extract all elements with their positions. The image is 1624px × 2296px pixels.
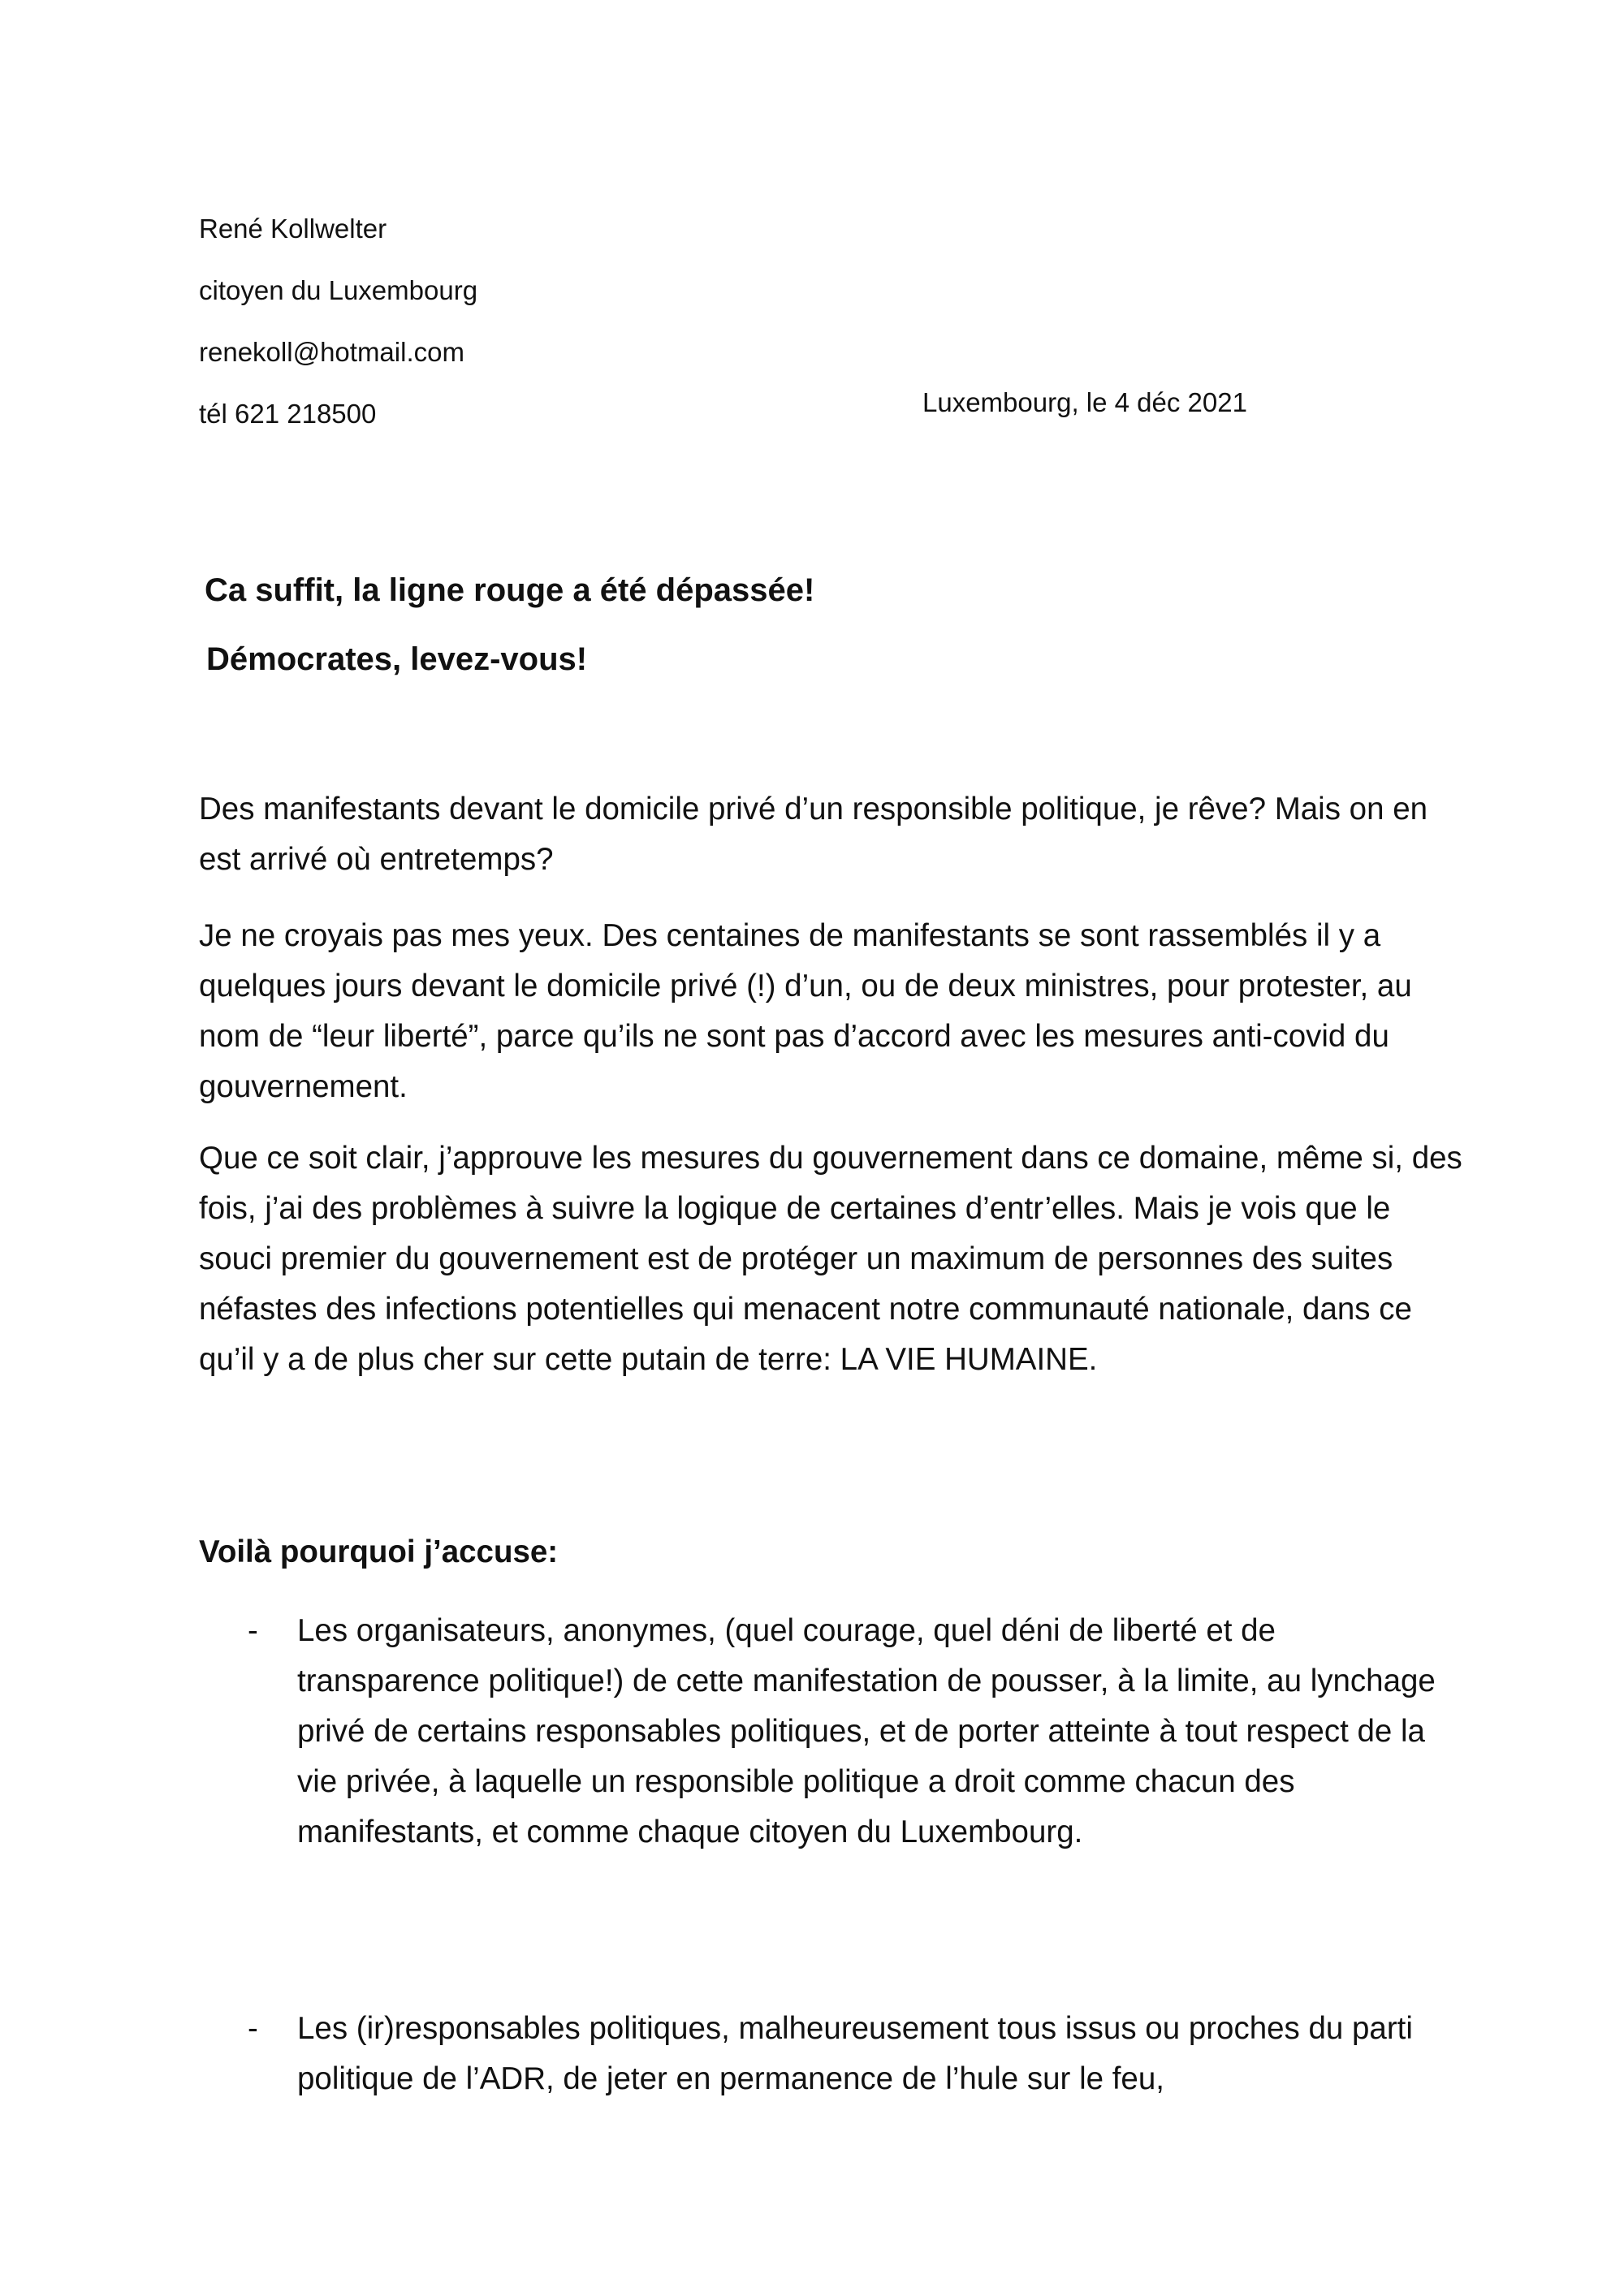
sender-email: renekoll@hotmail.com: [199, 337, 464, 367]
letter-date: Luxembourg, le 4 déc 2021: [922, 387, 1247, 417]
sender-title: citoyen du Luxembourg: [199, 275, 478, 305]
sender-block: [199, 198, 477, 445]
accuse-heading: Voilà pourquoi j’accuse:: [199, 1534, 559, 1569]
bullet-marker: -: [248, 1613, 258, 1648]
bullet-item-2: [199, 2004, 1466, 2109]
bullet-text: Les (ir)responsables politiques, malheureusement tous issus ou proches du parti politique de l’ADR, de jeter en permanence de l’hule sur le feu,: [297, 2011, 1413, 2096]
paragraph-2: Je ne croyais pas mes yeux. Des centaines de manifestants se sont rassemblés il y a quelques jours devant le domicile privé (!) d’un, ou de deux ministres, pour protester, au nom de “leur liberté”, parce qu’ils ne sont pas d’accord avec les mesures anti-covid du gouvernement.: [199, 918, 1412, 1104]
sender-phone: tél 621 218500: [199, 399, 377, 429]
bullet-text: Les organisateurs, anonymes, (quel courage, quel déni de liberté et de transparence politique!) de cette manifestation de pousser, à la limite, au lynchage privé de certains responsables politiques, et de porter atteinte à tout respect de la vie privée, à laquelle un responsible politique a droit comme chacun des manifestants, et comme chaque citoyen du Luxembourg.: [297, 1613, 1436, 1849]
heading-line-2: Démocrates, levez-vous!: [206, 641, 588, 677]
bullet-item-1: [199, 1606, 1466, 1914]
sender-name: René Kollwelter: [199, 214, 387, 244]
heading-line-1: Ca suffit, la ligne rouge a été dépassée!: [205, 572, 815, 608]
bullet-marker: -: [248, 2011, 258, 2046]
paragraph-3: Que ce soit clair, j’approuve les mesures du gouvernement dans ce domaine, même si, des fois, j’ai des problèmes à suivre la logique de certaines d’entr’elles. Mais je vois que le souci premier du gouvernement est de protéger un maximum de personnes des suites néfastes des infections potentielles qui menacent notre communauté nationale, dans ce qu’il y a de plus cher sur cette putain de terre: LA VIE HUMAINE.: [199, 1141, 1462, 1377]
paragraph-1: Des manifestants devant le domicile privé d’un responsible politique, je rêve? Mais on en est arrivé où entretemps?: [199, 792, 1428, 877]
